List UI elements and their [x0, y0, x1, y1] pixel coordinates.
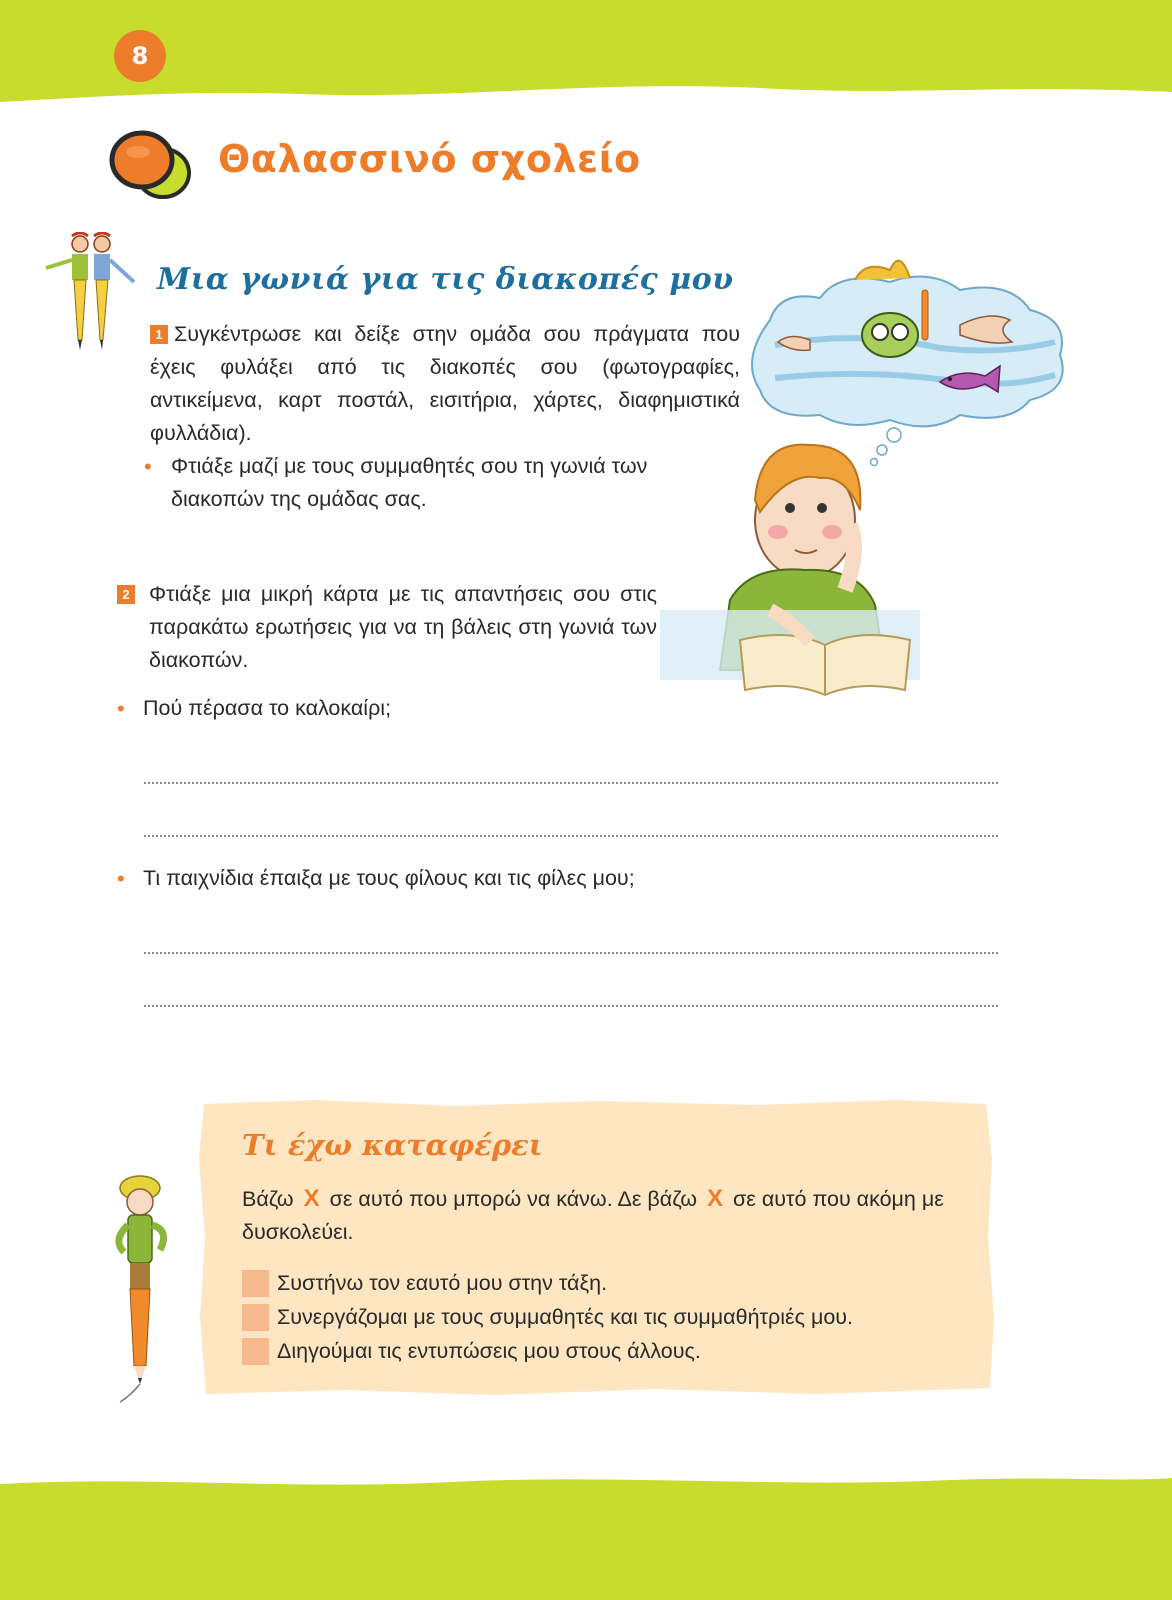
- self-check-box: [196, 1098, 1006, 1398]
- self-check-intro: [242, 1182, 962, 1249]
- bottom-band: [0, 1470, 1172, 1600]
- page-title: Θαλασσινό σχολείο: [218, 137, 641, 181]
- self-check-item-label: Συνεργάζομαι με τους συμμαθητές και τις συμμαθήτριές μου.: [277, 1304, 854, 1329]
- task-number-badge: 1: [150, 325, 168, 344]
- question-2-text: Τι παιχνίδια έπαιξα με τους φίλους και τις φίλες μου;: [143, 866, 635, 890]
- checkbox[interactable]: [242, 1304, 269, 1331]
- section-heading: Μια γωνιά για τις διακοπές μου: [157, 262, 734, 297]
- bullet-dot-icon: •: [144, 454, 152, 479]
- title-bullet-icon: [108, 128, 192, 202]
- x-mark: X: [707, 1185, 724, 1212]
- page-number: 8: [114, 30, 166, 82]
- task-1: [150, 318, 740, 450]
- self-check-item: [242, 1266, 853, 1300]
- intro-text: σε αυτό που μπορώ να κάνω. Δε βάζω: [329, 1187, 698, 1211]
- answer-line[interactable]: [144, 833, 998, 837]
- boy-dreaming-illustration: [660, 250, 1080, 710]
- task-1-bullet: [144, 450, 744, 516]
- intro-text: Βάζω: [242, 1187, 294, 1211]
- bullet-dot-icon: •: [117, 696, 125, 721]
- top-band: [0, 0, 1172, 110]
- pencil-kids-illustration: [40, 232, 140, 354]
- self-check-item: [242, 1334, 853, 1368]
- task-1-text: Συγκέντρωσε και δείξε στην ομάδα σου πράγματα που έχεις φυλάξει από τις διακοπές σου (φωτογραφίες, αντικείμενα, καρτ ποστάλ, εισιτήρια, χάρτες, διαφημιστικά φυλλάδια).: [150, 322, 740, 445]
- self-check-list: [242, 1266, 853, 1368]
- intro-text: σε αυτό που ακόμη με δυσκολεύει.: [242, 1187, 944, 1244]
- task-number-badge: 2: [117, 585, 135, 604]
- bullet-dot-icon: •: [117, 866, 125, 891]
- question-1: [117, 692, 391, 725]
- checkbox[interactable]: [242, 1270, 269, 1297]
- checkbox[interactable]: [242, 1338, 269, 1365]
- task-2-text: Φτιάξε μια μικρή κάρτα με τις απαντήσεις σου στις παρακάτω ερωτήσεις για να τη βάλεις στη γωνιά των διακοπών.: [149, 582, 657, 672]
- self-check-heading: Τι έχω καταφέρει: [242, 1128, 543, 1162]
- task-2: [117, 578, 657, 677]
- answer-line[interactable]: [144, 950, 998, 954]
- self-check-item-label: Συστήνω τον εαυτό μου στην τάξη.: [277, 1270, 608, 1295]
- question-1-text: Πού πέρασα το καλοκαίρι;: [143, 696, 392, 720]
- task-1-bullet-text: Φτιάξε μαζί με τους συμμαθητές σου τη γωνιά των διακοπών της ομάδας σας.: [171, 454, 648, 511]
- answer-line[interactable]: [144, 780, 998, 784]
- self-check-item: [242, 1300, 853, 1334]
- self-check-item-label: Διηγούμαι τις εντυπώσεις μου στους άλλους.: [277, 1338, 701, 1363]
- answer-line[interactable]: [144, 1003, 998, 1007]
- pencil-girl-illustration: [100, 1170, 180, 1406]
- question-2: [117, 862, 635, 895]
- x-mark: X: [303, 1185, 320, 1212]
